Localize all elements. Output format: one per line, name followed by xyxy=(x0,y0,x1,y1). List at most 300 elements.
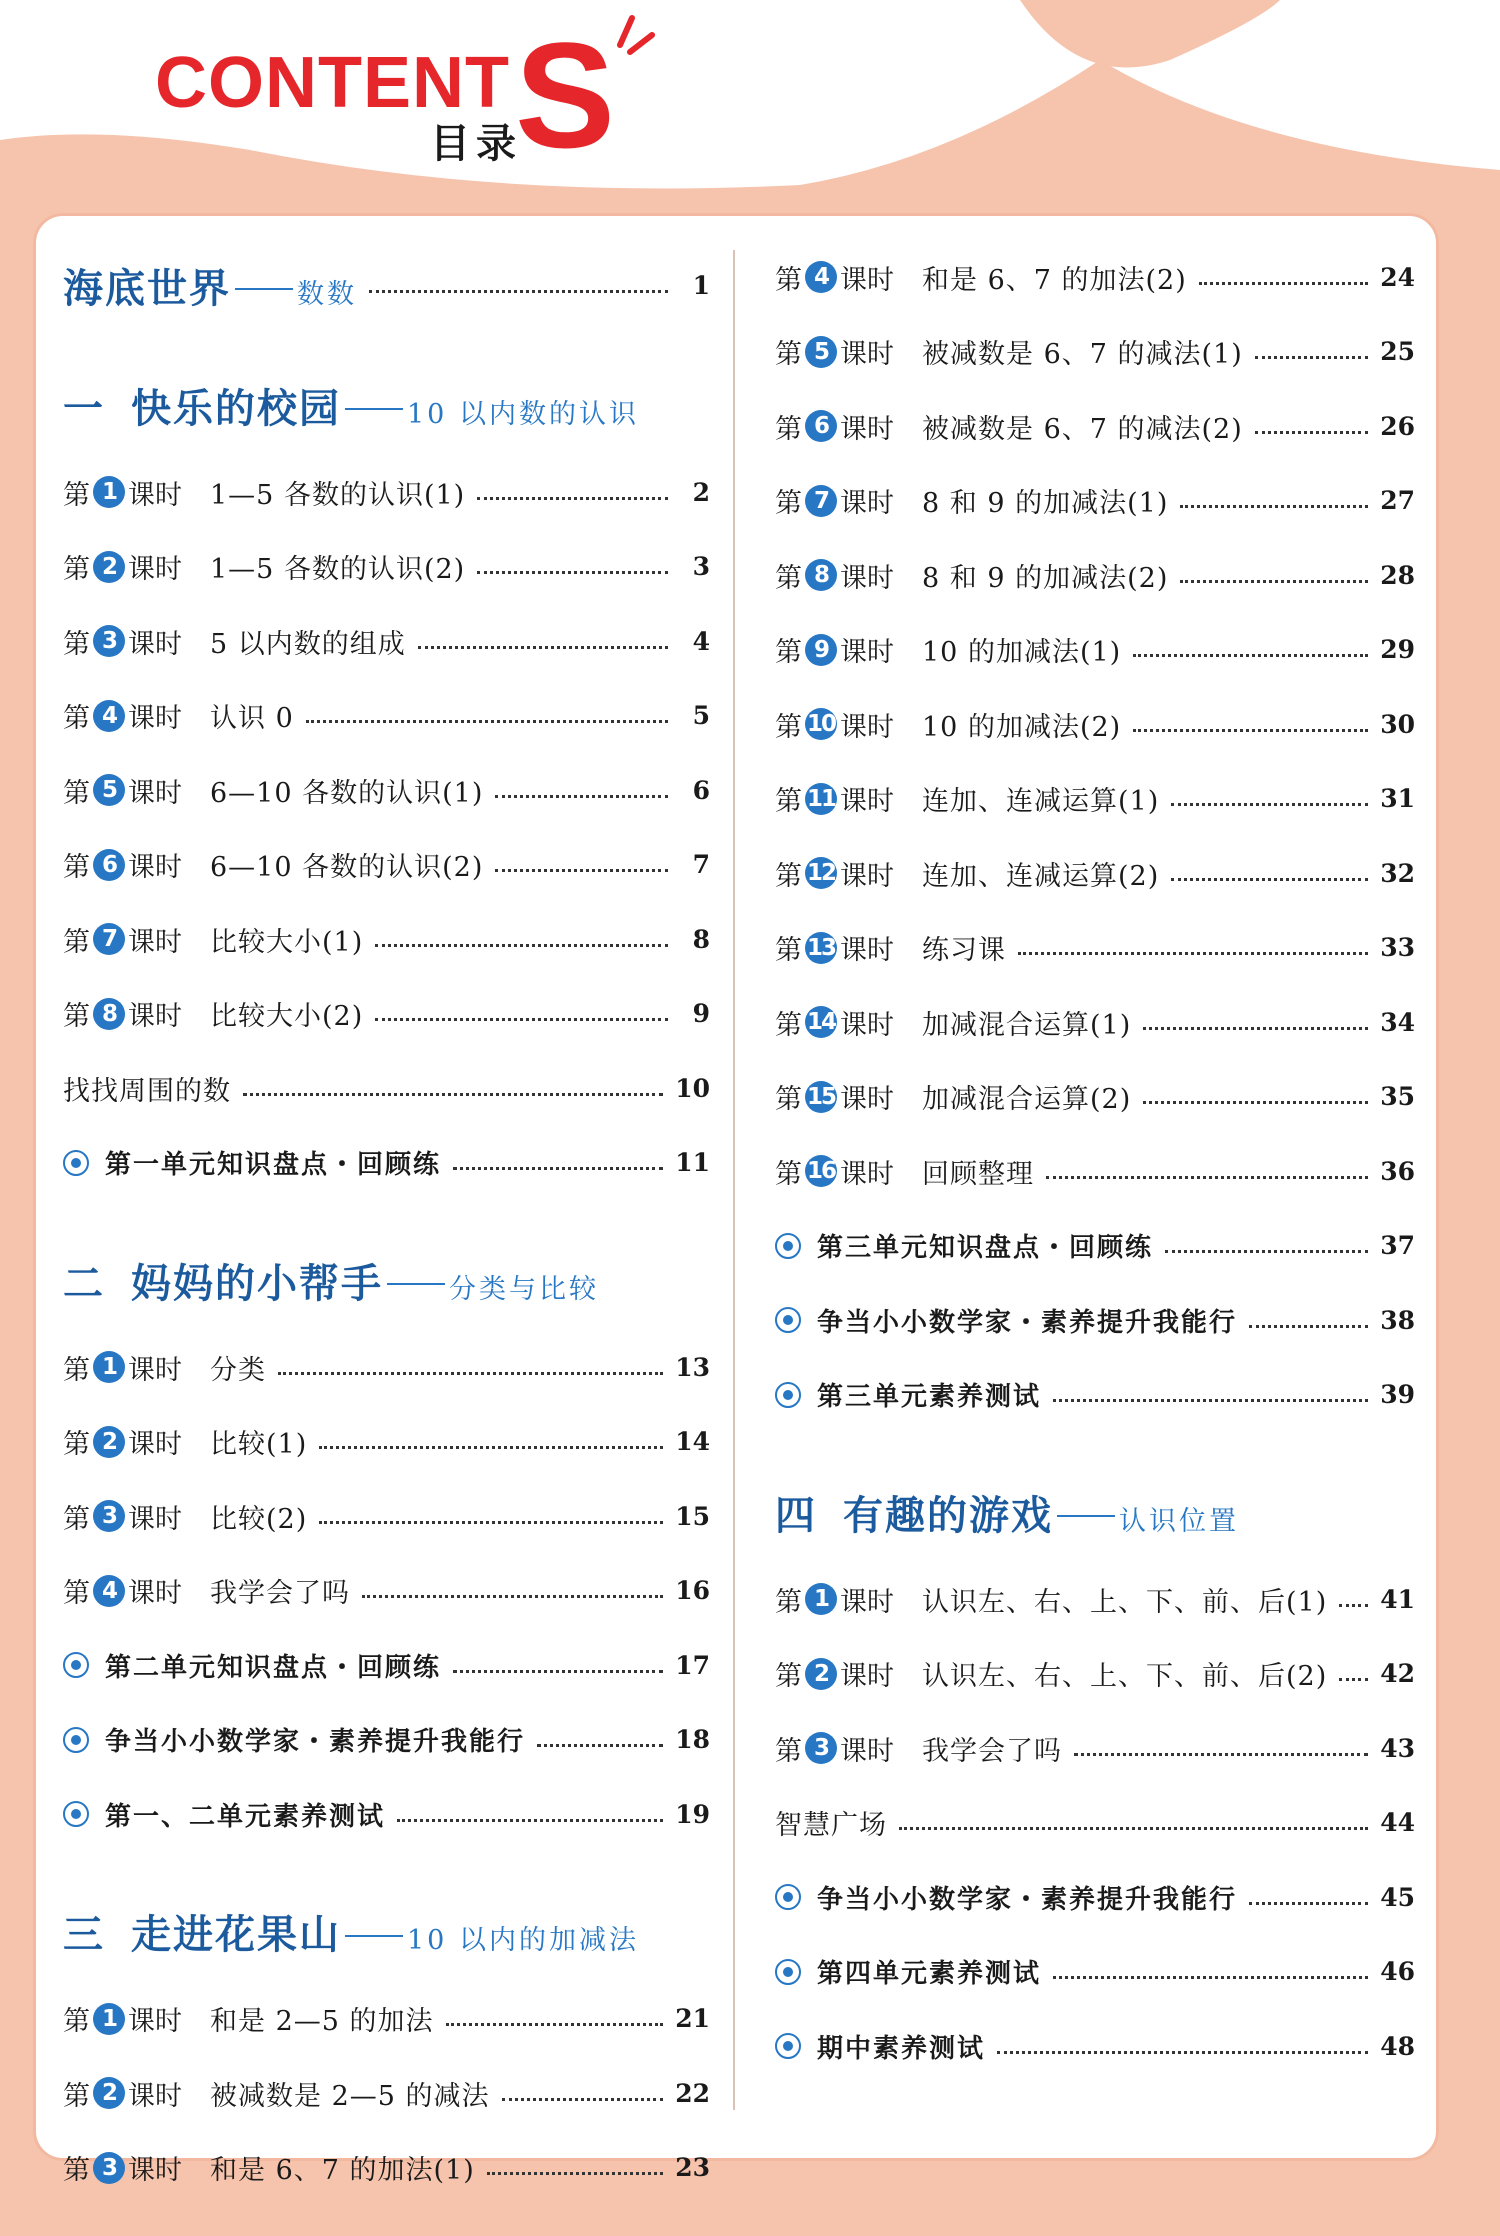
dot-leader xyxy=(1053,1976,1368,1979)
toc-left-column xyxy=(63,245,710,2205)
entry-title: 加减混合运算(1) xyxy=(922,1009,1132,1041)
lesson-number-badge: 9 xyxy=(805,634,837,666)
lesson-prefix: 第 xyxy=(63,1503,90,1535)
toc-entry[interactable] xyxy=(63,1982,710,2057)
entry-title: 第二单元知识盘点・回顾练 xyxy=(105,1652,442,1683)
toc-entry[interactable] xyxy=(775,1860,1415,1935)
entry-title: 认识左、右、上、下、前、后(1) xyxy=(922,1586,1328,1618)
section-title: 妈妈的小帮手 xyxy=(131,1260,383,1307)
entry-title: 比较(1) xyxy=(210,1429,308,1461)
entry-title: 1—5 各数的认识(2) xyxy=(210,554,466,586)
page-number: 33 xyxy=(1380,933,1415,963)
target-bullet-icon xyxy=(775,1233,801,1259)
dot-leader xyxy=(899,1827,1368,1830)
page-number: 7 xyxy=(692,850,710,880)
lesson-suffix: 课时 xyxy=(840,1586,894,1618)
target-bullet-icon xyxy=(775,1959,801,1985)
lesson-prefix: 第 xyxy=(63,1354,90,1386)
entry-title: 练习课 xyxy=(922,935,1006,967)
toc-entry[interactable] xyxy=(775,613,1415,688)
dot-leader xyxy=(1133,654,1368,657)
entry-title: 比较大小(1) xyxy=(210,926,364,958)
lesson-suffix: 课时 xyxy=(840,1158,894,1190)
contents-title-big-s: S xyxy=(515,11,616,179)
dot-leader xyxy=(418,646,668,649)
page-number: 18 xyxy=(675,1725,710,1755)
entry-title: 5 以内数的组成 xyxy=(210,628,406,660)
dot-leader xyxy=(1171,803,1368,806)
dot-leader xyxy=(319,1446,663,1449)
page-number: 46 xyxy=(1380,1957,1415,1987)
page-number: 26 xyxy=(1380,411,1415,441)
lesson-number-badge: 8 xyxy=(93,998,125,1030)
page-number: 23 xyxy=(675,2153,710,2183)
page-number: 37 xyxy=(1380,1231,1415,1261)
dot-leader xyxy=(369,290,668,293)
spark-decoration-icon xyxy=(600,10,660,70)
dot-leader xyxy=(306,720,668,723)
page-number: 11 xyxy=(675,1148,710,1178)
lesson-prefix: 第 xyxy=(775,935,802,967)
lesson-number-badge: 5 xyxy=(93,774,125,806)
dot-leader xyxy=(1199,282,1368,285)
dot-leader xyxy=(1165,1250,1368,1253)
page-number: 42 xyxy=(1380,1659,1415,1689)
dot-leader xyxy=(495,795,668,798)
toc-right-column xyxy=(775,240,1415,2084)
entry-title: 分类 xyxy=(210,1354,266,1386)
toc-entry[interactable] xyxy=(775,836,1415,911)
lesson-suffix: 课时 xyxy=(128,703,182,735)
toc-entry[interactable] xyxy=(63,977,710,1052)
dot-leader xyxy=(487,2172,663,2175)
toc-entry[interactable] xyxy=(63,604,710,679)
entry-title: 10 的加减法(1) xyxy=(922,637,1122,669)
page-number: 24 xyxy=(1380,262,1415,292)
dot-leader xyxy=(375,944,668,947)
toc-entry[interactable] xyxy=(63,1051,710,1126)
entry-title: 6—10 各数的认识(1) xyxy=(210,777,484,809)
toc-entry[interactable] xyxy=(775,1562,1415,1637)
lesson-number-badge: 2 xyxy=(93,1426,125,1458)
lesson-suffix: 课时 xyxy=(840,1735,894,1767)
page-number: 15 xyxy=(675,1501,710,1531)
lesson-suffix: 课时 xyxy=(840,1661,894,1693)
entry-title: 8 和 9 的加减法(2) xyxy=(922,562,1169,594)
dot-leader xyxy=(1018,952,1368,955)
dot-leader xyxy=(1180,505,1368,508)
page-number: 41 xyxy=(1380,1584,1415,1614)
entry-title: 我学会了吗 xyxy=(922,1735,1062,1767)
toc-entry[interactable] xyxy=(775,389,1415,464)
page-number: 2 xyxy=(692,477,710,507)
dot-leader xyxy=(1133,729,1368,732)
target-bullet-icon xyxy=(775,1884,801,1910)
lesson-prefix: 第 xyxy=(775,1661,802,1693)
target-bullet-icon xyxy=(63,1652,89,1678)
entry-title: 第一单元知识盘点・回顾练 xyxy=(105,1150,442,1181)
toc-entry[interactable] xyxy=(775,1711,1415,1786)
page-number: 36 xyxy=(1380,1156,1415,1186)
toc-entry[interactable] xyxy=(775,1209,1415,1284)
lesson-number-badge: 5 xyxy=(805,336,837,368)
lesson-suffix: 课时 xyxy=(128,1503,182,1535)
lesson-prefix: 第 xyxy=(775,1586,802,1618)
toc-entry[interactable] xyxy=(63,1405,710,1480)
lesson-number-badge: 15 xyxy=(805,1081,837,1113)
dot-leader xyxy=(997,2051,1368,2054)
toc-entry[interactable] xyxy=(775,985,1415,1060)
toc-entry[interactable] xyxy=(775,1935,1415,2010)
page-number: 34 xyxy=(1380,1007,1415,1037)
lesson-number-badge: 4 xyxy=(805,261,837,293)
toc-entry[interactable] xyxy=(63,828,710,903)
lesson-prefix: 第 xyxy=(63,479,90,511)
entry-title: 回顾整理 xyxy=(922,1158,1034,1190)
lesson-prefix: 第 xyxy=(63,852,90,884)
lesson-suffix: 课时 xyxy=(840,413,894,445)
lesson-number-badge: 3 xyxy=(93,1500,125,1532)
target-bullet-icon xyxy=(775,1307,801,1333)
page-number: 32 xyxy=(1380,858,1415,888)
dot-leader xyxy=(1046,1176,1368,1179)
page-number: 27 xyxy=(1380,486,1415,516)
lesson-number-badge: 3 xyxy=(805,1732,837,1764)
lesson-prefix: 第 xyxy=(775,860,802,892)
lesson-suffix: 课时 xyxy=(840,1084,894,1116)
lesson-prefix: 第 xyxy=(63,703,90,735)
page-number: 25 xyxy=(1380,337,1415,367)
toc-entry[interactable] xyxy=(775,687,1415,762)
lesson-suffix: 课时 xyxy=(128,1354,182,1386)
dot-leader xyxy=(477,497,668,500)
dot-leader xyxy=(1074,1753,1368,1756)
toc-entry[interactable] xyxy=(775,1283,1415,1358)
lesson-suffix: 课时 xyxy=(840,339,894,371)
page-number: 45 xyxy=(1380,1882,1415,1912)
lesson-number-badge: 2 xyxy=(805,1658,837,1690)
lesson-prefix: 第 xyxy=(63,926,90,958)
toc-entry[interactable] xyxy=(63,1330,710,1405)
lesson-number-badge: 14 xyxy=(805,1006,837,1038)
lesson-prefix: 第 xyxy=(63,1001,90,1033)
entry-title: 找找周围的数 xyxy=(63,1075,231,1107)
lesson-number-badge: 1 xyxy=(93,2003,125,2035)
lesson-number-badge: 7 xyxy=(805,485,837,517)
entry-title: 第四单元素养测试 xyxy=(817,1959,1042,1990)
toc-entry[interactable] xyxy=(775,2009,1415,2084)
entry-title: 争当小小数学家・素养提升我能行 xyxy=(817,1884,1238,1915)
lesson-suffix: 课时 xyxy=(840,935,894,967)
dot-leader xyxy=(446,2023,664,2026)
lesson-number-badge: 1 xyxy=(93,476,125,508)
entry-title: 智慧广场 xyxy=(775,1810,887,1842)
toc-entry[interactable] xyxy=(775,240,1415,315)
dot-leader xyxy=(1143,1101,1368,1104)
page-number: 16 xyxy=(675,1576,710,1606)
page-number: 5 xyxy=(692,701,710,731)
page-number: 8 xyxy=(692,924,710,954)
toc-entry[interactable] xyxy=(63,1126,710,1201)
page-number: 35 xyxy=(1380,1082,1415,1112)
lesson-number-badge: 10 xyxy=(805,708,837,740)
lesson-suffix: 课时 xyxy=(840,1009,894,1041)
toc-entry[interactable] xyxy=(63,455,710,530)
lesson-number-badge: 1 xyxy=(805,1583,837,1615)
page-number: 21 xyxy=(675,2004,710,2034)
entry-title: 1—5 各数的认识(1) xyxy=(210,479,466,511)
lesson-number-badge: 8 xyxy=(805,559,837,591)
toc-entry[interactable] xyxy=(63,753,710,828)
target-bullet-icon xyxy=(63,1801,89,1827)
section-dash xyxy=(345,408,403,410)
lesson-prefix: 第 xyxy=(775,1009,802,1041)
target-bullet-icon xyxy=(63,1150,89,1176)
entry-title: 争当小小数学家・素养提升我能行 xyxy=(105,1727,526,1758)
toc-entry[interactable] xyxy=(63,1479,710,1554)
section-title: 走进花果山 xyxy=(131,1912,341,1958)
dot-leader xyxy=(375,1018,668,1021)
page-number: 28 xyxy=(1380,560,1415,590)
entry-title: 连加、连减运算(2) xyxy=(922,860,1160,892)
section-number: 二 xyxy=(63,1260,103,1307)
lesson-suffix: 课时 xyxy=(840,637,894,669)
toc-entry[interactable] xyxy=(63,679,710,754)
lesson-suffix: 课时 xyxy=(128,554,182,586)
lesson-number-badge: 11 xyxy=(805,783,837,815)
lesson-prefix: 第 xyxy=(63,1578,90,1610)
lesson-prefix: 第 xyxy=(63,2155,90,2187)
lesson-suffix: 课时 xyxy=(128,628,182,660)
lesson-number-badge: 6 xyxy=(805,410,837,442)
lesson-prefix: 第 xyxy=(775,339,802,371)
contents-title: CONTENT xyxy=(155,43,510,123)
column-divider xyxy=(733,250,735,2110)
page-number: 13 xyxy=(675,1352,710,1382)
page-number: 14 xyxy=(675,1427,710,1457)
toc-entry[interactable] xyxy=(775,538,1415,613)
lesson-suffix: 课时 xyxy=(840,264,894,296)
section-number: 四 xyxy=(775,1492,815,1539)
lesson-suffix: 课时 xyxy=(840,488,894,520)
section-dash xyxy=(235,288,293,290)
dot-leader xyxy=(1339,1678,1368,1681)
entry-title: 和是 6、7 的加法(1) xyxy=(210,2155,475,2187)
section-dash xyxy=(387,1283,445,1285)
entry-title: 认识左、右、上、下、前、后(2) xyxy=(922,1661,1328,1693)
entry-title: 6—10 各数的认识(2) xyxy=(210,852,484,884)
entry-title: 加减混合运算(2) xyxy=(922,1084,1132,1116)
lesson-prefix: 第 xyxy=(775,264,802,296)
section-title: 有趣的游戏 xyxy=(843,1492,1053,1539)
toc-entry[interactable] xyxy=(63,902,710,977)
dot-leader xyxy=(495,869,668,872)
lesson-suffix: 课时 xyxy=(840,562,894,594)
lesson-suffix: 课时 xyxy=(128,926,182,958)
toc-entry[interactable] xyxy=(63,2131,710,2206)
dot-leader xyxy=(1180,580,1368,583)
lesson-prefix: 第 xyxy=(775,637,802,669)
dot-leader xyxy=(453,1670,663,1673)
toc-entry[interactable] xyxy=(63,1628,710,1703)
lesson-number-badge: 4 xyxy=(93,700,125,732)
lesson-number-badge: 4 xyxy=(93,1575,125,1607)
dot-leader xyxy=(1255,431,1368,434)
lesson-prefix: 第 xyxy=(63,2006,90,2038)
entry-title: 比较大小(2) xyxy=(210,1001,364,1033)
lesson-number-badge: 2 xyxy=(93,2077,125,2109)
lesson-suffix: 课时 xyxy=(128,1001,182,1033)
dot-leader xyxy=(1171,878,1368,881)
lesson-suffix: 课时 xyxy=(840,860,894,892)
page-number: 4 xyxy=(692,626,710,656)
page-number: 6 xyxy=(692,775,710,805)
entry-title: 被减数是 6、7 的减法(2) xyxy=(922,413,1243,445)
dot-leader xyxy=(319,1521,663,1524)
lesson-prefix: 第 xyxy=(63,554,90,586)
lesson-prefix: 第 xyxy=(63,777,90,809)
lesson-suffix: 课时 xyxy=(128,2006,182,2038)
entry-title: 比较(2) xyxy=(210,1503,308,1535)
section-dash xyxy=(1057,1515,1115,1517)
dot-leader xyxy=(1053,1399,1368,1402)
dot-leader xyxy=(453,1167,663,1170)
lesson-suffix: 课时 xyxy=(840,711,894,743)
section-heading[interactable] xyxy=(775,1432,1415,1562)
entry-title: 期中素养测试 xyxy=(817,2033,986,2064)
entry-title: 连加、连减运算(1) xyxy=(922,786,1160,818)
page-number: 38 xyxy=(1380,1305,1415,1335)
section-title: 快乐的校园 xyxy=(131,385,341,432)
entry-title: 和是 2—5 的加法 xyxy=(210,2006,434,2038)
lesson-number-badge: 1 xyxy=(93,1351,125,1383)
lesson-suffix: 课时 xyxy=(840,786,894,818)
entry-title: 第一、二单元素养测试 xyxy=(105,1801,386,1832)
page-number: 29 xyxy=(1380,635,1415,665)
toc-entry[interactable] xyxy=(775,315,1415,390)
toc-entry[interactable] xyxy=(775,762,1415,837)
section-dash xyxy=(345,1935,403,1937)
section-heading[interactable] xyxy=(63,1852,710,1982)
section-number: 三 xyxy=(63,1912,103,1958)
lesson-number-badge: 7 xyxy=(93,923,125,955)
entry-title: 8 和 9 的加减法(1) xyxy=(922,488,1169,520)
dot-leader xyxy=(1143,1027,1368,1030)
page-number: 1 xyxy=(692,270,710,300)
section-heading[interactable] xyxy=(63,245,710,325)
lesson-prefix: 第 xyxy=(775,1084,802,1116)
dot-leader xyxy=(1249,1902,1368,1905)
entry-title: 10 的加减法(2) xyxy=(922,711,1122,743)
lesson-number-badge: 6 xyxy=(93,849,125,881)
entry-title: 第三单元素养测试 xyxy=(817,1382,1042,1413)
section-subtitle: 认识位置 xyxy=(1119,1505,1239,1537)
page-number: 31 xyxy=(1380,784,1415,814)
dot-leader xyxy=(1255,356,1368,359)
lesson-suffix: 课时 xyxy=(128,479,182,511)
page-number: 17 xyxy=(675,1650,710,1680)
page-number: 22 xyxy=(675,2078,710,2108)
lesson-prefix: 第 xyxy=(63,1429,90,1461)
toc-entry[interactable] xyxy=(775,1637,1415,1712)
section-subtitle: 10 以内数的认识 xyxy=(407,398,639,430)
page-number: 48 xyxy=(1380,2031,1415,2061)
contents-subtitle: 目录 xyxy=(430,121,522,167)
lesson-prefix: 第 xyxy=(775,711,802,743)
dot-leader xyxy=(278,1372,663,1375)
toc-entry[interactable] xyxy=(63,1777,710,1852)
entry-title: 被减数是 2—5 的减法 xyxy=(210,2080,490,2112)
entry-title: 被减数是 6、7 的减法(1) xyxy=(922,339,1243,371)
lesson-number-badge: 13 xyxy=(805,932,837,964)
lesson-prefix: 第 xyxy=(775,1158,802,1190)
dot-leader xyxy=(397,1819,663,1822)
page-number: 30 xyxy=(1380,709,1415,739)
toc-entry[interactable] xyxy=(775,1060,1415,1135)
section-heading[interactable] xyxy=(63,325,710,455)
lesson-prefix: 第 xyxy=(775,488,802,520)
section-subtitle: 数数 xyxy=(297,278,357,310)
section-subtitle: 10 以内的加减法 xyxy=(407,1925,639,1956)
toc-entry[interactable] xyxy=(775,911,1415,986)
toc-entry[interactable] xyxy=(63,1554,710,1629)
toc-entry[interactable] xyxy=(63,2056,710,2131)
entry-title: 第三单元知识盘点・回顾练 xyxy=(817,1233,1154,1264)
dot-leader xyxy=(243,1093,663,1096)
section-number: 一 xyxy=(63,385,103,432)
page-number: 10 xyxy=(675,1073,710,1103)
dot-leader xyxy=(1339,1604,1368,1607)
lesson-number-badge: 12 xyxy=(805,857,837,889)
lesson-suffix: 课时 xyxy=(128,777,182,809)
page-number: 44 xyxy=(1380,1808,1415,1838)
lesson-prefix: 第 xyxy=(63,628,90,660)
lesson-prefix: 第 xyxy=(775,413,802,445)
lesson-prefix: 第 xyxy=(63,2080,90,2112)
toc-entry[interactable] xyxy=(775,1358,1415,1433)
section-heading[interactable] xyxy=(63,1200,710,1330)
lesson-suffix: 课时 xyxy=(128,2155,182,2187)
toc-entry[interactable] xyxy=(63,1703,710,1778)
lesson-suffix: 课时 xyxy=(128,1429,182,1461)
dot-leader xyxy=(362,1595,663,1598)
section-title: 海底世界 xyxy=(63,265,231,312)
toc-entry[interactable] xyxy=(63,530,710,605)
toc-entry[interactable] xyxy=(775,1786,1415,1861)
dot-leader xyxy=(537,1744,663,1747)
dot-leader xyxy=(1249,1325,1368,1328)
lesson-number-badge: 2 xyxy=(93,551,125,583)
entry-title: 认识 0 xyxy=(210,703,294,735)
page-number: 43 xyxy=(1380,1733,1415,1763)
entry-title: 和是 6、7 的加法(2) xyxy=(922,264,1187,296)
page-number: 39 xyxy=(1380,1380,1415,1410)
section-subtitle: 分类与比较 xyxy=(449,1273,599,1305)
lesson-prefix: 第 xyxy=(775,562,802,594)
page-number: 9 xyxy=(692,999,710,1029)
lesson-suffix: 课时 xyxy=(128,1578,182,1610)
target-bullet-icon xyxy=(775,2033,801,2059)
dot-leader xyxy=(502,2098,664,2101)
dot-leader xyxy=(477,571,668,574)
target-bullet-icon xyxy=(63,1727,89,1753)
toc-entry[interactable] xyxy=(775,464,1415,539)
entry-title: 争当小小数学家・素养提升我能行 xyxy=(817,1307,1238,1338)
lesson-suffix: 课时 xyxy=(128,2080,182,2112)
target-bullet-icon xyxy=(775,1382,801,1408)
toc-entry[interactable] xyxy=(775,1134,1415,1209)
lesson-suffix: 课时 xyxy=(128,852,182,884)
